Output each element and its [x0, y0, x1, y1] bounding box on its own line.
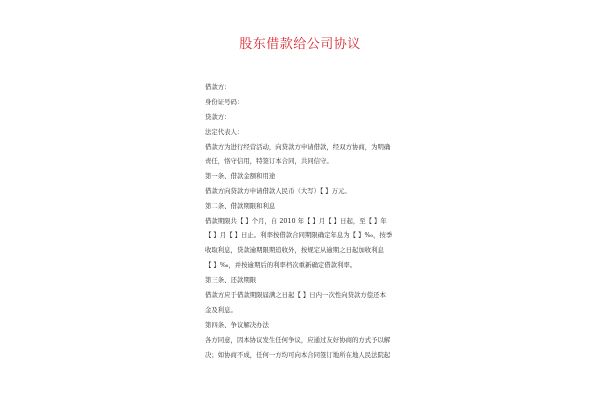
article-3-line-1: 借款方应于借款期限届满之日起【 】日内一次性向贷款方偿还本: [205, 291, 386, 299]
article-2-line-1: 借款期限共【 】个月，自 2010 年【 】月【 】日起，至【 】年: [205, 217, 387, 225]
article-2-line-2: 【 】月【 】日止。利率按借款合同期限确定年息为【 】‰，按季: [205, 231, 393, 239]
article-4-heading: 第四条、争议解决办法: [205, 321, 269, 329]
article-4-line-2: 决；如协商不成，任何一方均可向本合同签订地所在地人民法院起: [205, 351, 391, 359]
article-3-line-2: 金及利息。: [205, 306, 237, 314]
lender-label: 贷款方：: [205, 113, 231, 121]
legal-rep-label: 法定代表人：: [205, 128, 244, 136]
article-4-line-1: 各方同意，因本协议发生任何争议，应通过友好协商的方式予以解: [205, 336, 391, 344]
article-2-heading: 第二条、借款期限和利息: [205, 202, 276, 210]
article-2-line-3: 收取利息，贷款逾期限期追收外，按规定从逾期之日起加收利息: [205, 246, 384, 254]
document-title: 股东借款给公司协议: [239, 37, 361, 52]
borrower-label: 借款方：: [205, 83, 231, 91]
article-2-line-4: 【 】‰，并按逾期后的利率档次重新确定借款利率。: [205, 261, 357, 269]
id-number-label: 身份证号码：: [205, 98, 244, 106]
article-3-heading: 第三条、还款期限: [205, 276, 257, 284]
article-1-heading: 第一条、借款金额和用途: [205, 172, 276, 180]
article-1-line-1: 借款方向贷款方申请借款人民币（大写）【 】万元。: [205, 187, 351, 195]
preamble-line-2: 责任，恪守信用，特签订本合同，共同信守。: [205, 157, 333, 165]
preamble-line-1: 借款方为进行经营活动，向贷款方申请借款，经双方协商，为明确: [205, 143, 391, 151]
